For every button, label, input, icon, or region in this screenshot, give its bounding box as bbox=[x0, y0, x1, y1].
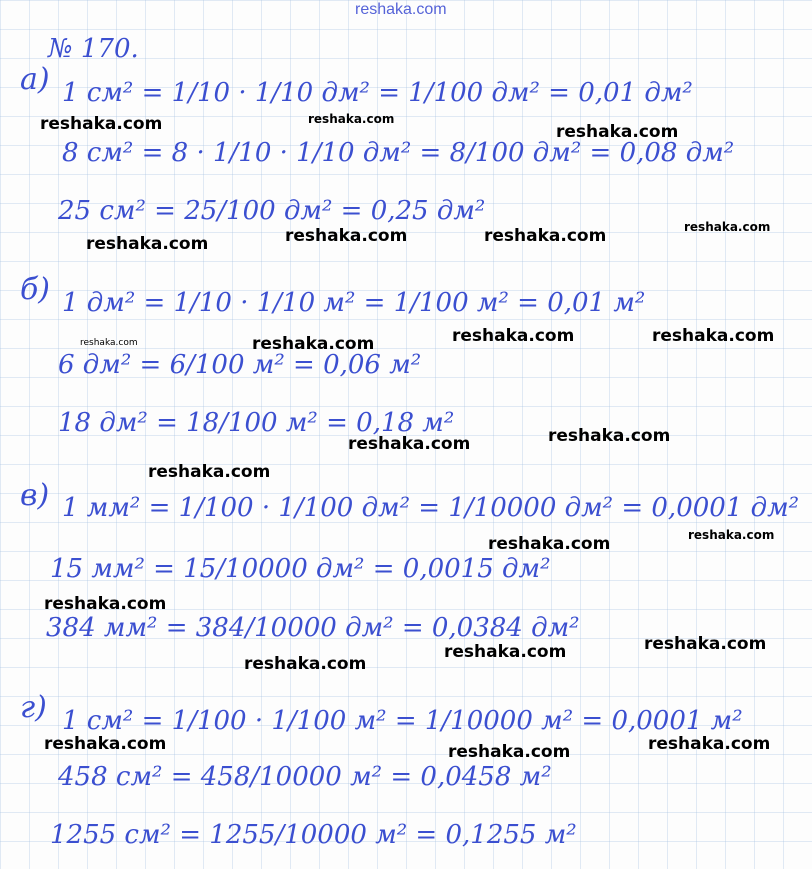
watermark: reshaka.com bbox=[644, 634, 767, 654]
watermark: reshaka.com bbox=[148, 462, 271, 482]
watermark: reshaka.com bbox=[556, 122, 679, 142]
solution-line: 18 дм² = 18/100 м² = 0,18 м² bbox=[58, 408, 455, 438]
solution-line: 1255 см² = 1255/10000 м² = 0,1255 м² bbox=[50, 820, 577, 850]
section-marker-b: б) bbox=[20, 272, 51, 307]
watermark: reshaka.com bbox=[40, 114, 163, 134]
solution-line: 1 мм² = 1/100 · 1/100 дм² = 1/10000 дм² = 0,0001 дм² bbox=[62, 493, 800, 523]
section-marker-g: г) bbox=[20, 690, 47, 725]
watermark: reshaka.com bbox=[648, 734, 771, 754]
site-link[interactable]: reshaka.com bbox=[355, 1, 447, 18]
watermark: reshaka.com bbox=[652, 326, 775, 346]
watermark: reshaka.com bbox=[688, 528, 775, 542]
section-marker-a: а) bbox=[20, 62, 50, 97]
solution-line: 15 мм² = 15/10000 дм² = 0,0015 дм² bbox=[50, 554, 551, 584]
watermark: reshaka.com bbox=[488, 534, 611, 554]
solution-line: 1 см² = 1/10 · 1/10 дм² = 1/100 дм² = 0,01 дм² bbox=[62, 78, 693, 108]
solution-line: 8 см² = 8 · 1/10 · 1/10 дм² = 8/100 дм² = 0,08 дм² bbox=[62, 138, 735, 168]
watermark: reshaka.com bbox=[548, 426, 671, 446]
watermark: reshaka.com bbox=[80, 338, 138, 348]
watermark: reshaka.com bbox=[484, 226, 607, 246]
watermark: reshaka.com bbox=[348, 434, 471, 454]
solution-line: 384 мм² = 384/10000 дм² = 0,0384 дм² bbox=[46, 613, 580, 643]
watermark: reshaka.com bbox=[252, 334, 375, 354]
solution-line: 1 см² = 1/100 · 1/100 м² = 1/10000 м² = 0,0001 м² bbox=[62, 706, 743, 736]
watermark: reshaka.com bbox=[308, 112, 395, 126]
solution-line: 25 см² = 25/100 дм² = 0,25 дм² bbox=[58, 196, 486, 226]
watermark: reshaka.com bbox=[285, 226, 408, 246]
solution-line: 458 см² = 458/10000 м² = 0,0458 м² bbox=[58, 762, 552, 792]
watermark: reshaka.com bbox=[44, 594, 167, 614]
watermark: reshaka.com bbox=[452, 326, 575, 346]
section-marker-v: в) bbox=[20, 478, 50, 513]
solution-line: 1 дм² = 1/10 · 1/10 м² = 1/100 м² = 0,01 м² bbox=[62, 288, 646, 318]
watermark: reshaka.com bbox=[448, 742, 571, 762]
problem-number: № 170. bbox=[48, 34, 139, 64]
watermark: reshaka.com bbox=[44, 734, 167, 754]
watermark: reshaka.com bbox=[86, 234, 209, 254]
watermark: reshaka.com bbox=[244, 654, 367, 674]
solution-line: 6 дм² = 6/100 м² = 0,06 м² bbox=[58, 350, 422, 380]
watermark: reshaka.com bbox=[684, 220, 771, 234]
watermark: reshaka.com bbox=[444, 642, 567, 662]
